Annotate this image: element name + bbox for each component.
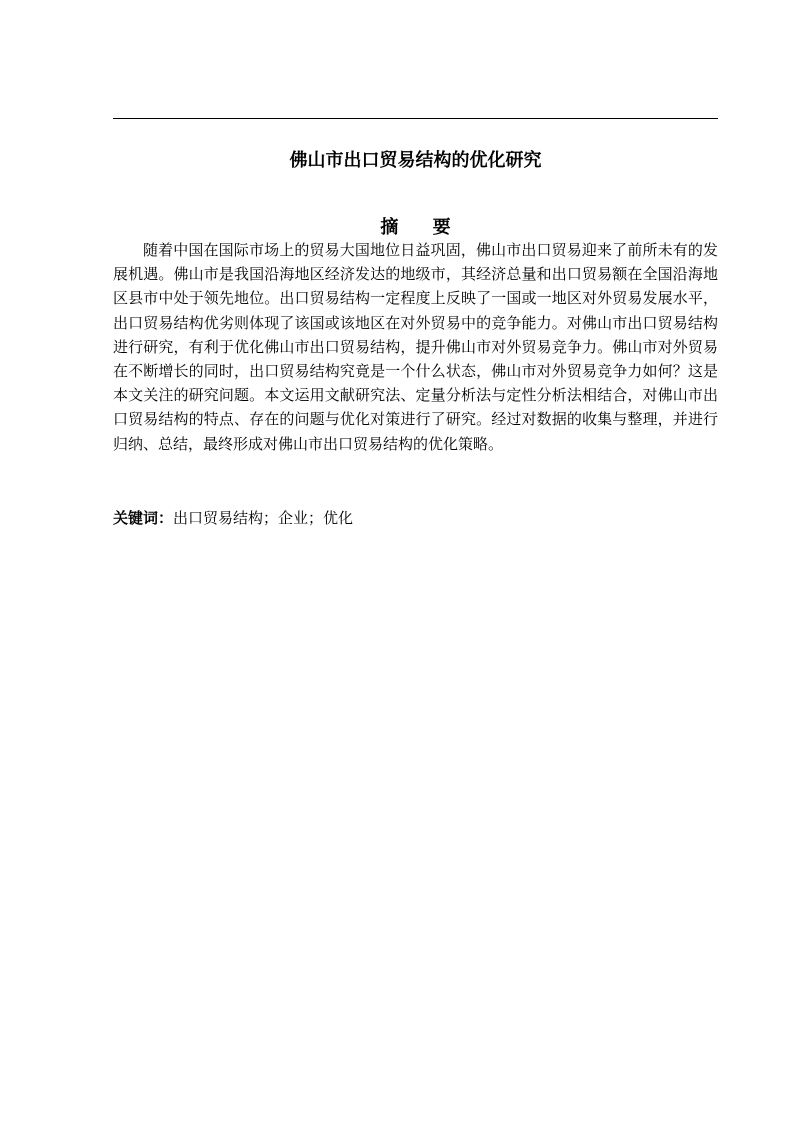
keywords-value: 出口贸易结构；企业；优化: [173, 509, 354, 527]
keywords-label: 关键词：: [113, 509, 174, 527]
paper-title: 佛山市出口贸易结构的优化研究: [289, 150, 542, 171]
abstract-heading: 摘 要: [380, 217, 465, 238]
header-rule: [113, 118, 718, 119]
keywords-line: [113, 506, 718, 530]
abstract-body: 随着中国在国际市场上的贸易大国地位日益巩固，佛山市出口贸易迎来了前所未有的发展机遇。佛山市是我国沿海地区经济发达的地级市，其经济总量和出口贸易额在全国沿海地区县市中处于领先地位。出口贸易结构一定程度上反映了一国或一地区对外贸易发展水平，出口贸易结构优劣则体现了该国或该地区在对外贸易中的竞争能力。对佛山市出口贸易结构进行研究，有利于优化佛山市出口贸易结构，提升佛山市对外贸易竞争力。佛山市对外贸易在不断增长的同时，出口贸易结构究竟是一个什么状态，佛山市对外贸易竞争力如何？这是本文关注的研究问题。本文运用文献研究法、定量分析法与定性分析法相结合，对佛山市出口贸易结构的特点、存在的问题与优化对策进行了研究。经过对数据的收集与整理，并进行归纳、总结，最终形成对佛山市出口贸易结构的优化策略。: [113, 241, 718, 453]
